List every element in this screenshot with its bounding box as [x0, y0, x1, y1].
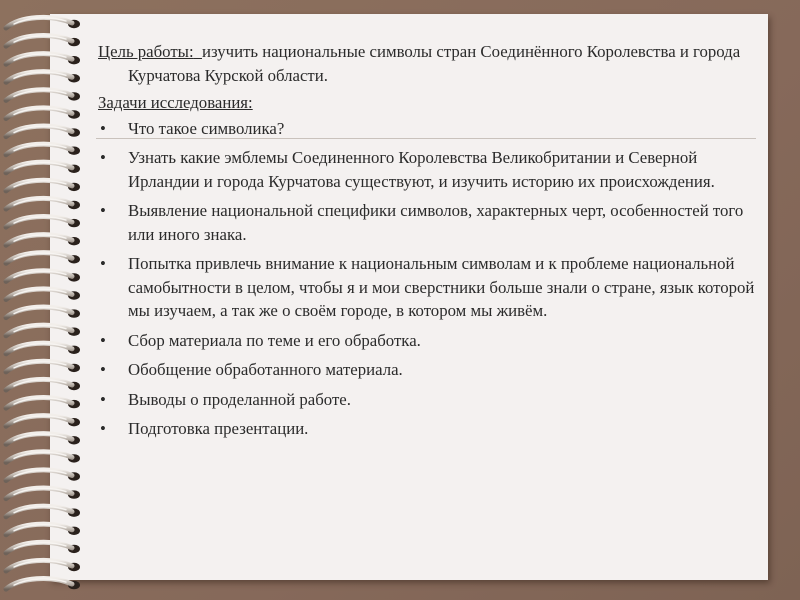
binding-ring [6, 144, 80, 155]
tasks-title: Задачи исследования: [98, 93, 253, 112]
goal-label: Цель работы: [98, 42, 194, 61]
binding-ring [6, 325, 80, 336]
binding-ring [6, 524, 80, 535]
binding-ring [6, 307, 80, 318]
binding-ring [6, 54, 80, 65]
task-item: • Подготовка презентации. [98, 417, 758, 441]
binding-ring [6, 36, 80, 47]
binding-ring [6, 72, 80, 83]
binding-ring [6, 198, 80, 209]
goal-text: изучить национальные символы стран Соединённого Королевства и города Курчатова Курской области. [128, 42, 741, 85]
binding-ring [6, 470, 80, 481]
binding-ring [6, 542, 80, 553]
binding-ring [6, 579, 80, 590]
binding-ring [6, 560, 80, 571]
task-item: • Выводы о проделанной работе. [98, 388, 758, 412]
binding-ring [6, 180, 80, 191]
goal-paragraph [98, 40, 758, 87]
binding-ring [6, 398, 80, 409]
binding-ring [6, 271, 80, 282]
task-item: • Что такое символика? [98, 117, 758, 141]
tasks-list [98, 117, 758, 441]
task-item: • Узнать какие эмблемы Соединенного Королевства Великобритании и Северной Ирландии и города Курчатова существуют, и изучить историю их происхождения. [98, 146, 758, 193]
binding-ring [6, 289, 80, 300]
binding-ring [6, 379, 80, 390]
binding-ring [6, 452, 80, 463]
binding-ring [6, 235, 80, 246]
binding-ring [6, 488, 80, 499]
binding-ring [6, 416, 80, 427]
binding-ring [6, 17, 80, 28]
binding-ring [6, 217, 80, 228]
binding-ring [6, 126, 80, 137]
task-item: • Обобщение обработанного материала. [98, 358, 758, 382]
binding-ring [6, 343, 80, 354]
task-item: • Сбор материала по теме и его обработка. [98, 329, 758, 353]
binding-ring [6, 361, 80, 372]
binding-ring [6, 506, 80, 517]
binding-ring [6, 108, 80, 119]
slide-content [98, 40, 758, 441]
task-item: • Выявление национальной специфики символов, характерных черт, особенностей того или иного знака. [98, 199, 758, 246]
task-item: • Попытка привлечь внимание к национальным символам и к проблеме национальной самобытности в целом, чтобы я и мои сверстники больше знали о стране, язык которой мы изучаем, а так же о своём городе, в котором мы живём. [98, 252, 758, 323]
binding-ring [6, 253, 80, 264]
spiral-binding [0, 0, 100, 600]
binding-ring [6, 162, 80, 173]
goal-gap [194, 42, 202, 61]
binding-ring [6, 90, 80, 101]
binding-ring [6, 434, 80, 445]
